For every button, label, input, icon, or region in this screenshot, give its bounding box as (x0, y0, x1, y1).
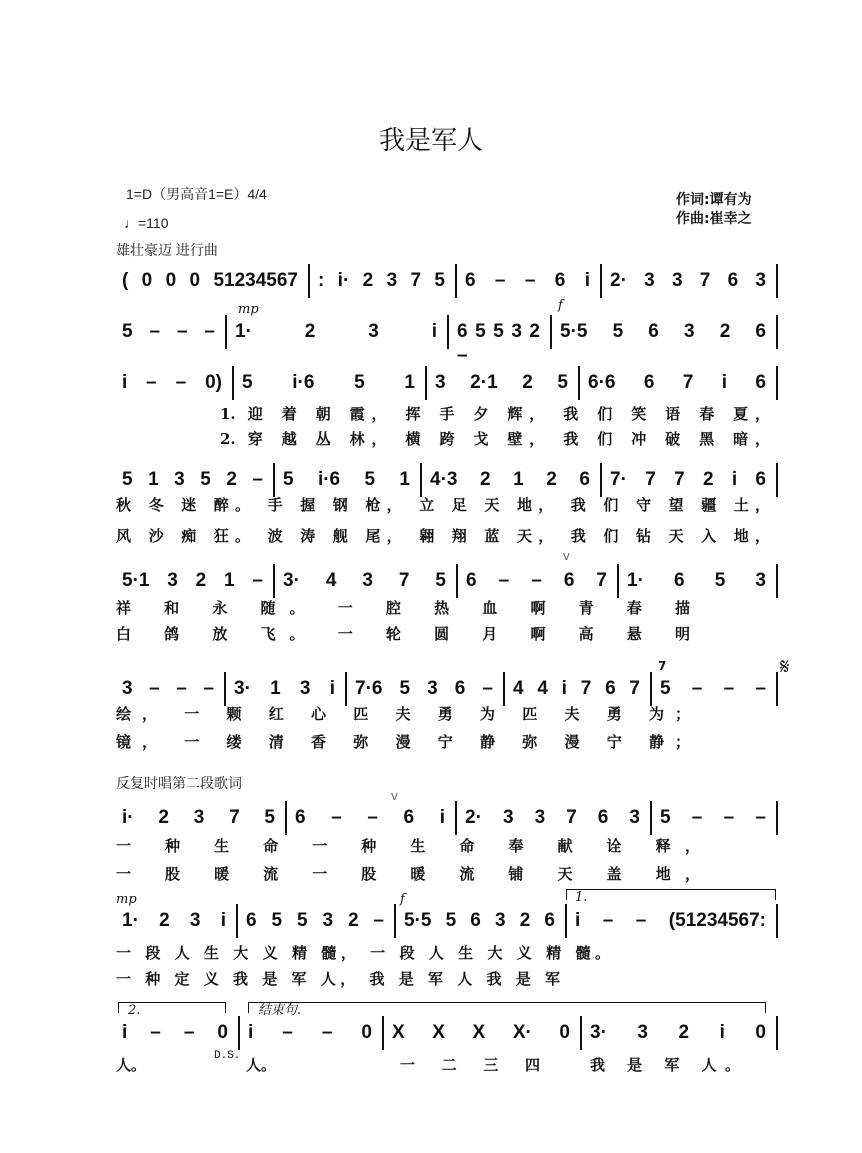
volta-1-label: 1. (575, 890, 588, 905)
measure: 5 1 3 5 2 – (122, 469, 263, 490)
bar-line (617, 564, 619, 598)
bar-line (273, 564, 275, 598)
bar-line (600, 264, 602, 298)
ending-bracket (248, 1002, 766, 1013)
bar-line (308, 264, 310, 298)
repeat-note: 反复时唱第二段歌词 (116, 775, 242, 791)
grace-note-7: 7 (658, 659, 667, 673)
measure: 2· 3 3 7 6 3 (610, 270, 766, 291)
lyric-line: 我 是 军 人。 (590, 1056, 740, 1074)
bar-line (776, 904, 778, 938)
lyric-line: 一 种 生 命 一 种 生 命 奉 献 诠 释， (116, 837, 700, 855)
measure: 6 – – 6 7 (466, 570, 607, 591)
measure: 4·3 2 1 2 6 (430, 469, 590, 490)
key-signature: 1=D（男高音1=E）4/4 (126, 186, 267, 202)
bar-line (550, 315, 552, 349)
bar-line (236, 904, 238, 938)
bar-line (600, 463, 602, 497)
measure: : i· 2 3 7 5 (318, 270, 445, 291)
measure: 6 5 5 3 2 – (246, 910, 384, 931)
composer-credit: 作曲:崔幸之 (676, 211, 752, 227)
lyric-line: 镜， 一 缕 清 香 弥 漫 宁 静 弥 漫 宁 静； (116, 733, 690, 751)
measure: 4 4 i 7 6 7 (513, 678, 640, 699)
lyric-line: 风 沙 痴 狂。 波 涛 舰 尾， 翱 翔 蓝 天， 我 们 钻 天 入 地， (116, 527, 770, 545)
measure: i· 2 3 7 5 (122, 807, 275, 828)
bar-line (776, 315, 778, 349)
volta-2-label: 2. (128, 1003, 141, 1018)
lyric-line: 一 段 人 生 大 义 精 髓， 一 段 人 生 大 义 精 髓。 (116, 944, 610, 962)
bar-line (776, 801, 778, 835)
measure: i – – (51234567: (575, 910, 766, 931)
measure: 5 – – – (122, 321, 215, 342)
dynamic-f: f (400, 892, 405, 907)
bar-line (273, 463, 275, 497)
measure: 5 – – – (660, 807, 766, 828)
measure: 6 – – 6 i (465, 270, 590, 291)
lyric-line: 一 二 三 四 (400, 1056, 540, 1074)
bar-line (224, 672, 226, 706)
measure: 3 2·1 2 5 (435, 372, 568, 393)
bar-line (776, 672, 778, 706)
measure: 5 i·6 5 1 (242, 372, 415, 393)
bar-line (776, 366, 778, 400)
segno-icon: 𝄋 (780, 655, 790, 680)
dynamic-f: f (558, 298, 563, 313)
bar-line (776, 1016, 778, 1050)
breath-mark: V (563, 552, 570, 563)
measure: 5·5 5 6 3 2 6 (404, 910, 555, 931)
measure: 5·1 3 2 1 – (122, 570, 263, 591)
measure: X X X X· 0 (392, 1022, 570, 1043)
measure: 1· 2 3 i (122, 910, 226, 931)
lyric-line: 人。 (246, 1056, 277, 1074)
measure: 1· 2 3 i (235, 321, 437, 342)
measure: 5 i·6 5 1 (283, 469, 410, 490)
bar-line (425, 366, 427, 400)
measure: 3 – – – (122, 678, 214, 699)
bar-line (447, 315, 449, 349)
bar-line (456, 564, 458, 598)
lyric-line: 2. 穿 越 丛 林， 横 跨 戈 壁， 我 们 冲 破 黑 暗， (220, 430, 770, 448)
bar-line (650, 801, 652, 835)
lyric-line: 秋 冬 迷 醉。 手 握 钢 枪， 立 足 天 地， 我 们 守 望 疆 土， (116, 496, 770, 514)
lyricist-credit: 作词:谭有为 (676, 192, 752, 208)
measure: ( 0 0 0 51234567 (122, 270, 298, 291)
lyric-line: 绘， 一 颗 红 心 匹 夫 勇 为 匹 夫 勇 为； (116, 705, 690, 723)
measure: 3· 4 3 7 5 (283, 570, 446, 591)
bar-line (776, 264, 778, 298)
bar-line (455, 264, 457, 298)
breath-mark: V (391, 792, 398, 803)
measure: 2· 3 3 7 6 3 (465, 807, 640, 828)
lyric-line: 白 鸽 放 飞。 一 轮 圆 月 啊 高 悬 明 (116, 625, 690, 643)
bar-line (382, 1016, 384, 1050)
lyric-line: 一 种 定 义 我 是 军 人， 我 是 军 人 我 是 军 (116, 970, 560, 988)
bar-line (420, 463, 422, 497)
bar-line (503, 672, 505, 706)
dynamic-mp: mp (238, 302, 259, 317)
dynamic-mp: mp (116, 892, 137, 907)
bar-line (455, 801, 457, 835)
measure: i – – 0 (122, 1022, 228, 1043)
volta-1-bracket (566, 889, 776, 900)
lyric-line: 1. 迎 着 朝 霞， 挥 手 夕 辉， 我 们 笑 语 春 夏， (220, 405, 770, 423)
measure: 6·6 6 7 i 6 (588, 372, 766, 393)
bar-line (565, 904, 567, 938)
bar-line (580, 1016, 582, 1050)
measure: 3· 1 3 i (234, 678, 335, 699)
measure: 5·5 5 6 3 2 6 (560, 321, 766, 342)
lyric-line: 人。 (116, 1056, 147, 1074)
measure: 3· 3 2 i 0 (590, 1022, 766, 1043)
bar-line (776, 564, 778, 598)
bar-line (578, 366, 580, 400)
bar-line (394, 904, 396, 938)
lyric-line: 祥 和 永 随。 一 腔 热 血 啊 青 春 描 (116, 599, 690, 617)
bar-line (238, 1016, 240, 1050)
tempo-marking: ♩=110 (124, 215, 169, 231)
measure: i – – 0 (248, 1022, 372, 1043)
bar-line (650, 672, 652, 706)
measure: 5 – – – (660, 678, 766, 699)
page-title: 我是军人 (378, 126, 483, 156)
bar-line (232, 366, 234, 400)
measure: 6 5 5 3 2 – (457, 321, 540, 366)
measure: i – – 0) (122, 372, 222, 393)
measure: 1· 6 5 3 (627, 570, 766, 591)
bar-line (225, 315, 227, 349)
measure: 7·6 5 3 6 – (355, 678, 493, 699)
style-marking: 雄壮豪迈 进行曲 (116, 242, 218, 258)
bar-line (285, 801, 287, 835)
lyric-line: 一 股 暖 流 一 股 暖 流 铺 天 盖 地， (116, 865, 700, 883)
measure: 7· 7 7 2 i 6 (610, 469, 766, 490)
ending-label: 结束句. (258, 1003, 302, 1018)
dal-segno-mark: D.S. (214, 1050, 241, 1062)
bar-line (776, 463, 778, 497)
measure: 6 – – 6 i (295, 807, 445, 828)
bar-line (345, 672, 347, 706)
